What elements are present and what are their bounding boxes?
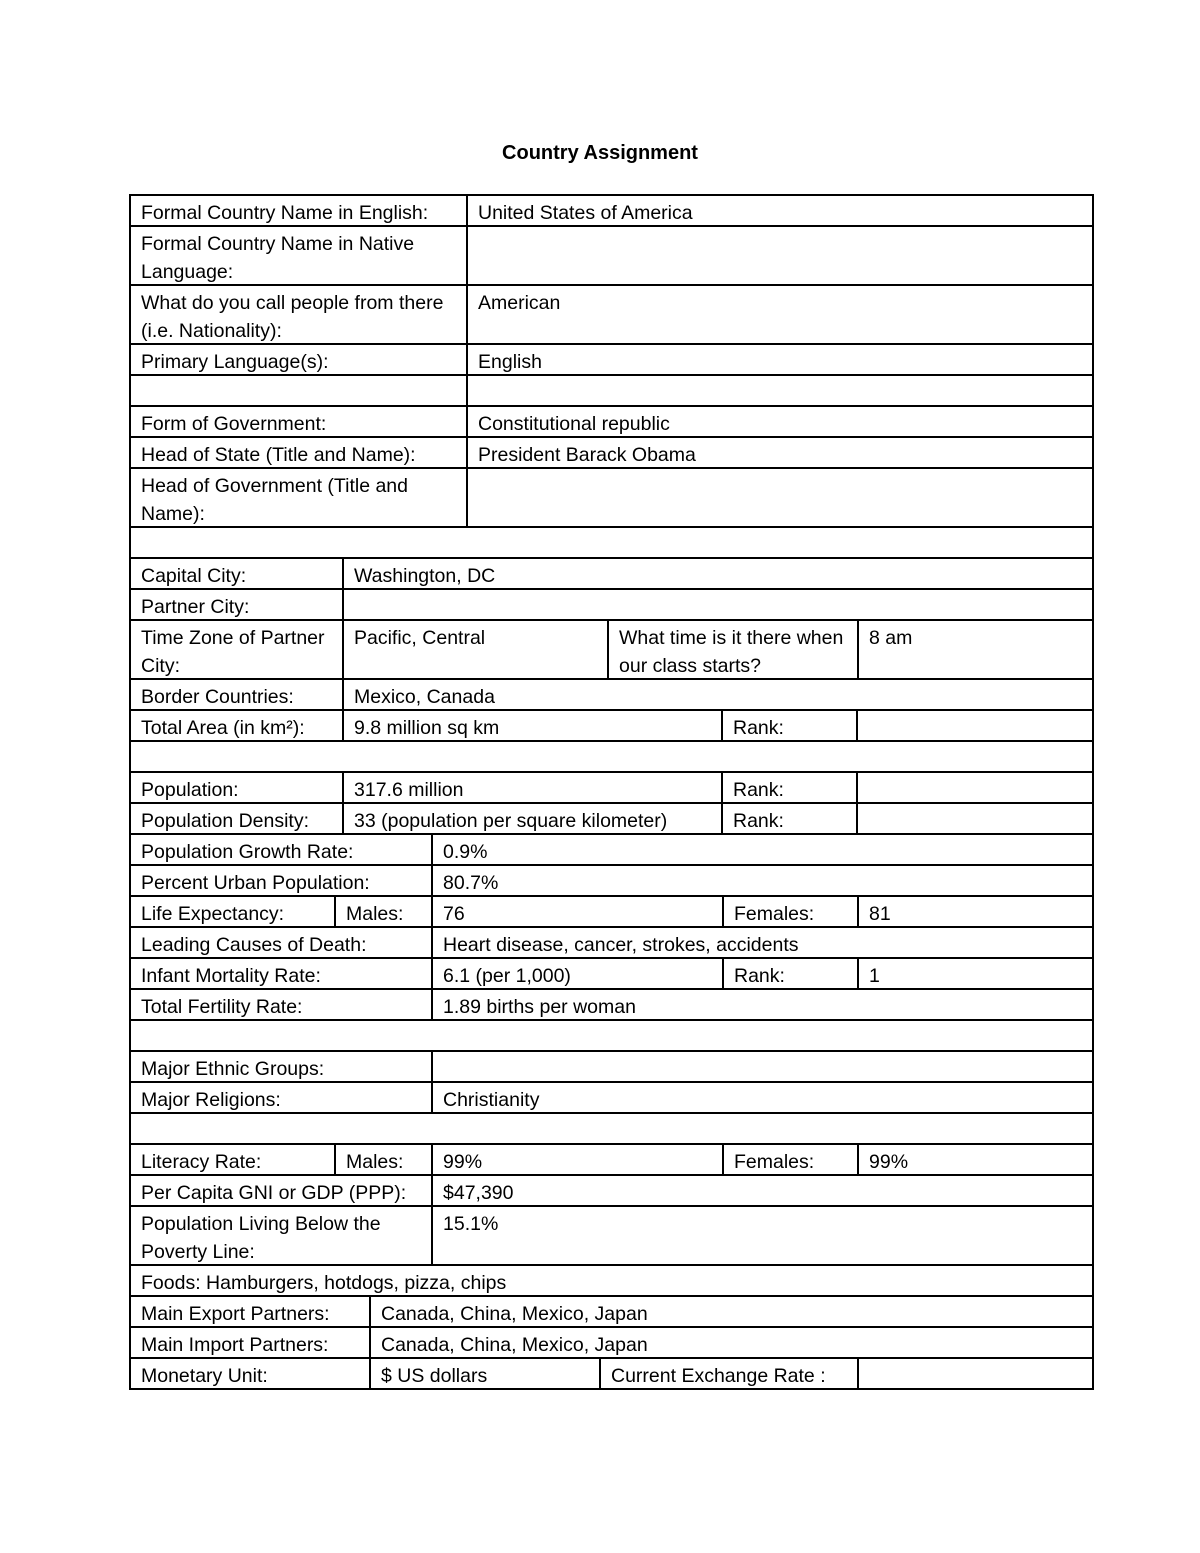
section-infant bbox=[129, 959, 1094, 990]
time-there-label: What time is it there when our class starts? bbox=[609, 621, 859, 680]
nationality-field[interactable]: American bbox=[468, 286, 1094, 345]
border-countries-field[interactable]: Mexico, Canada bbox=[344, 680, 1094, 711]
export-partners-field[interactable]: Canada, China, Mexico, Japan bbox=[371, 1297, 1094, 1328]
head-of-state-label: Head of State (Title and Name): bbox=[131, 438, 468, 469]
literacy-males-label: Males: bbox=[336, 1145, 433, 1176]
blank-row[interactable] bbox=[131, 1021, 1094, 1052]
border-countries-label: Border Countries: bbox=[131, 680, 344, 711]
blank-row[interactable] bbox=[131, 1114, 1094, 1145]
section-population bbox=[129, 773, 1094, 835]
blank-row[interactable] bbox=[131, 742, 1094, 773]
life-females-field[interactable]: 81 bbox=[859, 897, 1094, 928]
area-field[interactable]: 9.8 million sq km bbox=[344, 711, 723, 742]
capital-label: Capital City: bbox=[131, 559, 344, 590]
partner-city-label: Partner City: bbox=[131, 590, 344, 621]
urban-label: Percent Urban Population: bbox=[131, 866, 433, 897]
government-label: Form of Government: bbox=[131, 407, 468, 438]
death-causes-label: Leading Causes of Death: bbox=[131, 928, 433, 959]
import-partners-label: Main Import Partners: bbox=[131, 1328, 371, 1359]
life-males-field[interactable]: 76 bbox=[433, 897, 724, 928]
infant-mortality-label: Infant Mortality Rate: bbox=[131, 959, 433, 990]
section-growth bbox=[129, 835, 1094, 897]
population-field[interactable]: 317.6 million bbox=[344, 773, 723, 804]
section-fertility bbox=[129, 990, 1094, 1145]
page-title: Country Assignment bbox=[502, 142, 698, 164]
population-rank-label: Rank: bbox=[723, 773, 858, 804]
gni-field[interactable]: $47,390 bbox=[433, 1176, 1094, 1207]
partner-city-field[interactable] bbox=[344, 590, 1094, 621]
section-currency bbox=[129, 1359, 1094, 1390]
monetary-unit-label: Monetary Unit: bbox=[131, 1359, 371, 1390]
formal-name-en-label: Formal Country Name in English: bbox=[131, 196, 468, 227]
life-females-label: Females: bbox=[724, 897, 859, 928]
density-rank-field[interactable] bbox=[858, 804, 1094, 835]
foods-field[interactable]: Foods: Hamburgers, hotdogs, pizza, chips bbox=[131, 1266, 1094, 1297]
capital-field[interactable]: Washington, DC bbox=[344, 559, 1094, 590]
infant-rank-field[interactable]: 1 bbox=[859, 959, 1094, 990]
formal-name-native-field[interactable] bbox=[468, 227, 1094, 286]
death-causes-field[interactable]: Heart disease, cancer, strokes, accidents bbox=[433, 928, 1094, 959]
urban-field[interactable]: 80.7% bbox=[433, 866, 1094, 897]
infant-rank-label: Rank: bbox=[724, 959, 859, 990]
religions-label: Major Religions: bbox=[131, 1083, 433, 1114]
section-trade bbox=[129, 1297, 1094, 1359]
section-area bbox=[129, 711, 1094, 773]
poverty-field[interactable]: 15.1% bbox=[433, 1207, 1094, 1266]
blank-cell[interactable] bbox=[131, 376, 468, 407]
import-partners-field[interactable]: Canada, China, Mexico, Japan bbox=[371, 1328, 1094, 1359]
language-label: Primary Language(s): bbox=[131, 345, 468, 376]
country-form bbox=[129, 194, 1094, 1390]
timezone-label: Time Zone of Partner City: bbox=[131, 621, 344, 680]
life-expectancy-label: Life Expectancy: bbox=[131, 897, 336, 928]
government-field[interactable]: Constitutional republic bbox=[468, 407, 1094, 438]
growth-label: Population Growth Rate: bbox=[131, 835, 433, 866]
area-label: Total Area (in km²): bbox=[131, 711, 344, 742]
literacy-label: Literacy Rate: bbox=[131, 1145, 336, 1176]
monetary-unit-field[interactable]: $ US dollars bbox=[371, 1359, 601, 1390]
growth-field[interactable]: 0.9% bbox=[433, 835, 1094, 866]
density-rank-label: Rank: bbox=[723, 804, 858, 835]
population-rank-field[interactable] bbox=[858, 773, 1094, 804]
exchange-rate-field[interactable] bbox=[859, 1359, 1094, 1390]
exchange-rate-label: Current Exchange Rate : bbox=[601, 1359, 859, 1390]
language-field[interactable]: English bbox=[468, 345, 1094, 376]
life-males-label: Males: bbox=[336, 897, 433, 928]
religions-field[interactable]: Christianity bbox=[433, 1083, 1094, 1114]
blank-cell[interactable] bbox=[468, 376, 1094, 407]
ethnic-groups-label: Major Ethnic Groups: bbox=[131, 1052, 433, 1083]
density-label: Population Density: bbox=[131, 804, 344, 835]
section-life-expectancy bbox=[129, 897, 1094, 928]
literacy-females-label: Females: bbox=[724, 1145, 859, 1176]
section-literacy bbox=[129, 1145, 1094, 1176]
population-label: Population: bbox=[131, 773, 344, 804]
section-border bbox=[129, 680, 1094, 711]
formal-name-en-field[interactable]: United States of America bbox=[468, 196, 1094, 227]
fertility-label: Total Fertility Rate: bbox=[131, 990, 433, 1021]
section-country-names bbox=[129, 194, 1094, 559]
blank-row[interactable] bbox=[131, 528, 1094, 559]
section-death bbox=[129, 928, 1094, 959]
head-of-government-label: Head of Government (Title and Name): bbox=[131, 469, 468, 528]
literacy-females-field[interactable]: 99% bbox=[859, 1145, 1094, 1176]
export-partners-label: Main Export Partners: bbox=[131, 1297, 371, 1328]
head-of-government-field[interactable] bbox=[468, 469, 1094, 528]
formal-name-native-label: Formal Country Name in Native Language: bbox=[131, 227, 468, 286]
time-there-field[interactable]: 8 am bbox=[859, 621, 1094, 680]
fertility-field[interactable]: 1.89 births per woman bbox=[433, 990, 1094, 1021]
poverty-label: Population Living Below the Poverty Line: bbox=[131, 1207, 433, 1266]
area-rank-label: Rank: bbox=[723, 711, 858, 742]
section-timezone bbox=[129, 621, 1094, 680]
ethnic-groups-field[interactable] bbox=[433, 1052, 1094, 1083]
density-field[interactable]: 33 (population per square kilometer) bbox=[344, 804, 723, 835]
timezone-field[interactable]: Pacific, Central bbox=[344, 621, 609, 680]
head-of-state-field[interactable]: President Barack Obama bbox=[468, 438, 1094, 469]
literacy-males-field[interactable]: 99% bbox=[433, 1145, 724, 1176]
area-rank-field[interactable] bbox=[858, 711, 1094, 742]
nationality-label: What do you call people from there (i.e. Nationality): bbox=[131, 286, 468, 345]
section-economy bbox=[129, 1176, 1094, 1297]
gni-label: Per Capita GNI or GDP (PPP): bbox=[131, 1176, 433, 1207]
section-capital bbox=[129, 559, 1094, 621]
infant-mortality-field[interactable]: 6.1 (per 1,000) bbox=[433, 959, 724, 990]
